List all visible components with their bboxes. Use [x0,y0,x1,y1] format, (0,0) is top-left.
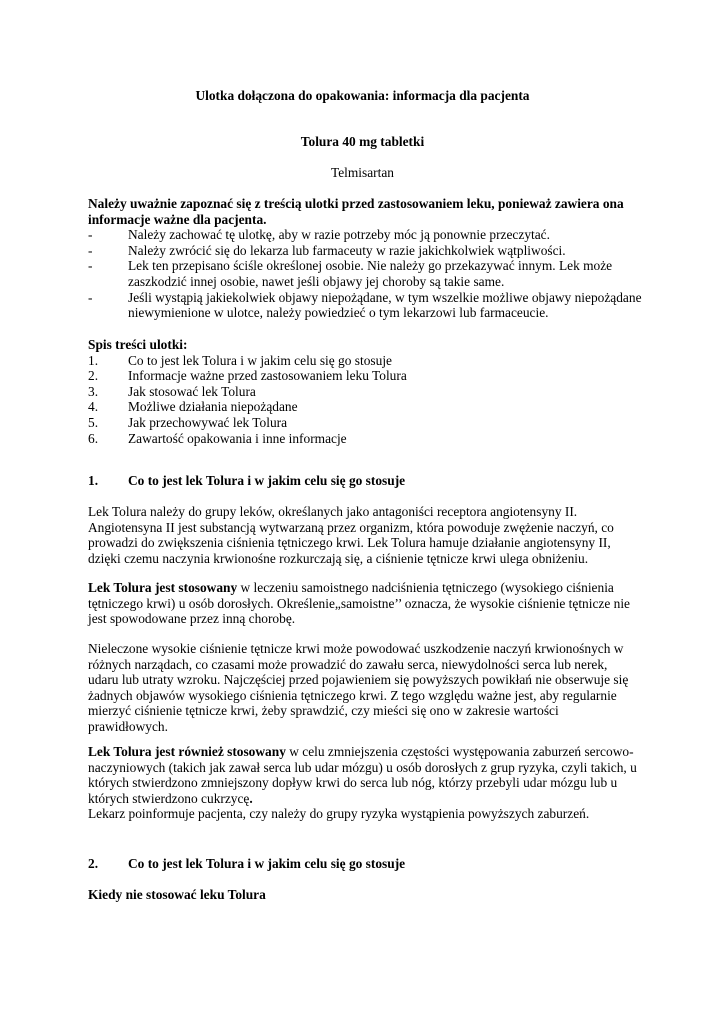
bullet-text: Jeśli wystąpią jakiekolwiek objawy niepożądane, w tym wszelkie możliwe objawy niepożądane [128,289,642,305]
paragraph-line: żadnych objawów wysokiego ciśnienia tętniczego krwi. Z tego względu ważne jest, aby regularnie [88,687,617,703]
toc-item [88,368,648,384]
section-2-heading [88,856,648,872]
toc-item [88,384,648,400]
section-2-subheading [88,887,648,903]
emphasis-text: Lek Tolura jest stosowany [88,580,238,595]
toc-item-label: Możliwe działania niepożądane [128,399,298,415]
toc-item-label: Informacje ważne przed zastosowaniem leku Tolura [128,368,407,384]
section-1-paragraph [88,580,648,627]
toc-item [88,431,648,447]
section-number: 1. [88,473,99,488]
paragraph-line: tętniczego krwi) u osób dorosłych. Określenie„samoistne’’ oznacza, że wysokie ciśnienie tętnicze nie [88,595,630,611]
bullet-dash: - [88,258,93,274]
section-title: Co to jest lek Tolura i w jakim celu się go stosuje [128,473,406,488]
section-1-paragraph [88,641,648,735]
intro-bullet [88,290,648,321]
toc-item-label: Zawartość opakowania i inne informacje [128,430,347,446]
bullet-text: Należy zachować tę ulotkę, aby w razie potrzeby móc ją ponownie przeczytać. [128,227,550,243]
paragraph-text: w celu zmniejszenia częstości występowania zaburzeń sercowo- [285,744,634,759]
paragraph-text: których stwierdzono cukrzycę [88,790,250,806]
paragraph-line: Angiotensyna II jest substancją wytwarzaną przez organizm, która powoduje zwężenie naczyń, co [88,519,614,535]
product-name: Tolura 40 mg tabletki [300,134,425,149]
paragraph-line [88,791,648,807]
bullet-text: Lek ten przepisano ściśle określonej osobie. Nie należy go przekazywać innym. Lek może [128,258,613,274]
intro-bullet [88,258,648,289]
toc-item [88,353,648,369]
paragraph-line: Nieleczone wysokie ciśnienie tętnicze krwi może powodować uszkodzenie naczyń krwionośnych w [88,641,624,656]
bullet-dash: - [88,242,93,258]
paragraph-line [88,744,648,760]
section-title: Co to jest lek Tolura i w jakim celu się go stosuje [128,856,406,871]
bullet-dash: - [88,227,93,243]
toc-item-number: 6. [88,430,99,446]
paragraph-line: jest spowodowane przez inną chorobę. [88,611,296,627]
table-of-contents [88,337,648,446]
toc-item [88,415,648,431]
section-number: 2. [88,856,99,871]
paragraph-line: udaru lub utraty wzroku. Najczęściej przed pojawieniem się powyższych powikłań nie obserwuje się [88,672,629,688]
toc-item-number: 5. [88,414,99,430]
intro-warning-line: informacje ważne dla pacjenta. [88,211,267,227]
leaflet-title: Ulotka dołączona do opakowania: informacja dla pacjenta [195,88,530,103]
paragraph-line [88,580,648,596]
bullet-dash: - [88,289,93,305]
toc-item-label: Jak przechowywać lek Tolura [128,414,288,430]
paragraph-line: Lek Tolura należy do grupy leków, określanych jako antagoniści receptora angiotensyny II. [88,504,578,519]
paragraph-line: których stwierdzono zmniejszony dopływ krwi do serca lub nóg, którzy przebyli udar mózgu lub u [88,775,618,791]
bullet-text: zaszkodzić innej osobie, nawet jeśli objawy jej choroby są takie same. [128,273,505,289]
paragraph-text: w leczeniu samoistnego nadciśnienia tętniczego (wysokiego ciśnienia [237,580,614,595]
paragraph-line: różnych narządach, co czasami może prowadzić do zawału serca, niewydolności serca lub nerek, [88,656,608,672]
section-heading [88,856,648,872]
section-1-paragraph [88,504,648,566]
emphasis-text: Lek Tolura jest również stosowany [88,744,286,759]
intro-section [88,196,648,321]
toc-title: Spis treści ulotki: [88,337,188,352]
toc-item-label: Jak stosować lek Tolura [128,383,256,399]
bullet-text: Należy zwrócić się do lekarza lub farmaceuty w razie jakichkolwiek wątpliwości. [128,242,566,258]
paragraph-line: prawidłowych. [88,718,168,734]
intro-warning-line: Należy uważnie zapoznać się z treścią ulotki przed zastosowaniem leku, ponieważ zawiera ona [88,196,624,211]
toc-item-number: 2. [88,368,99,384]
intro-bullet [88,243,648,259]
paragraph-text: . [249,790,253,806]
paragraph-line: naczyniowych (takich jak zawał serca lub udar mózgu) u osób dorosłych z grup ryzyka, czyli takich, u [88,759,637,775]
toc-item-label: Co to jest lek Tolura i w jakim celu się go stosuje [128,352,392,368]
toc-item [88,399,648,415]
paragraph-line: Lekarz poinformuje pacjenta, czy należy do grupy ryzyka wystąpienia powyższych zaburzeń. [88,806,590,822]
intro-bullet [88,227,648,243]
active-substance: Telmisartan [330,165,395,180]
section-1-heading [88,473,648,489]
paragraph-line: prowadzi do zwiększenia ciśnienia tętniczego krwi. Lek Tolura hamuje działanie angiotensyny II, [88,535,611,551]
toc-item-number: 3. [88,383,99,399]
subheading: Kiedy nie stosować leku Tolura [88,887,266,902]
paragraph-line: dzięki czemu naczynia krwionośne rozkurczają się, a ciśnienie tętnicze krwi ulega obniżeniu. [88,550,589,566]
toc-item-number: 1. [88,352,99,368]
section-1-paragraph [88,744,648,822]
paragraph-line: mierzyć ciśnienie tętnicze krwi, żeby sprawdzić, czy mieści się ono w zakresie wartości [88,703,559,719]
bullet-text: niewymienione w ulotce, należy powiedzieć o tym lekarzowi lub farmaceucie. [128,305,549,321]
toc-item-number: 4. [88,399,99,415]
section-heading [88,473,648,489]
